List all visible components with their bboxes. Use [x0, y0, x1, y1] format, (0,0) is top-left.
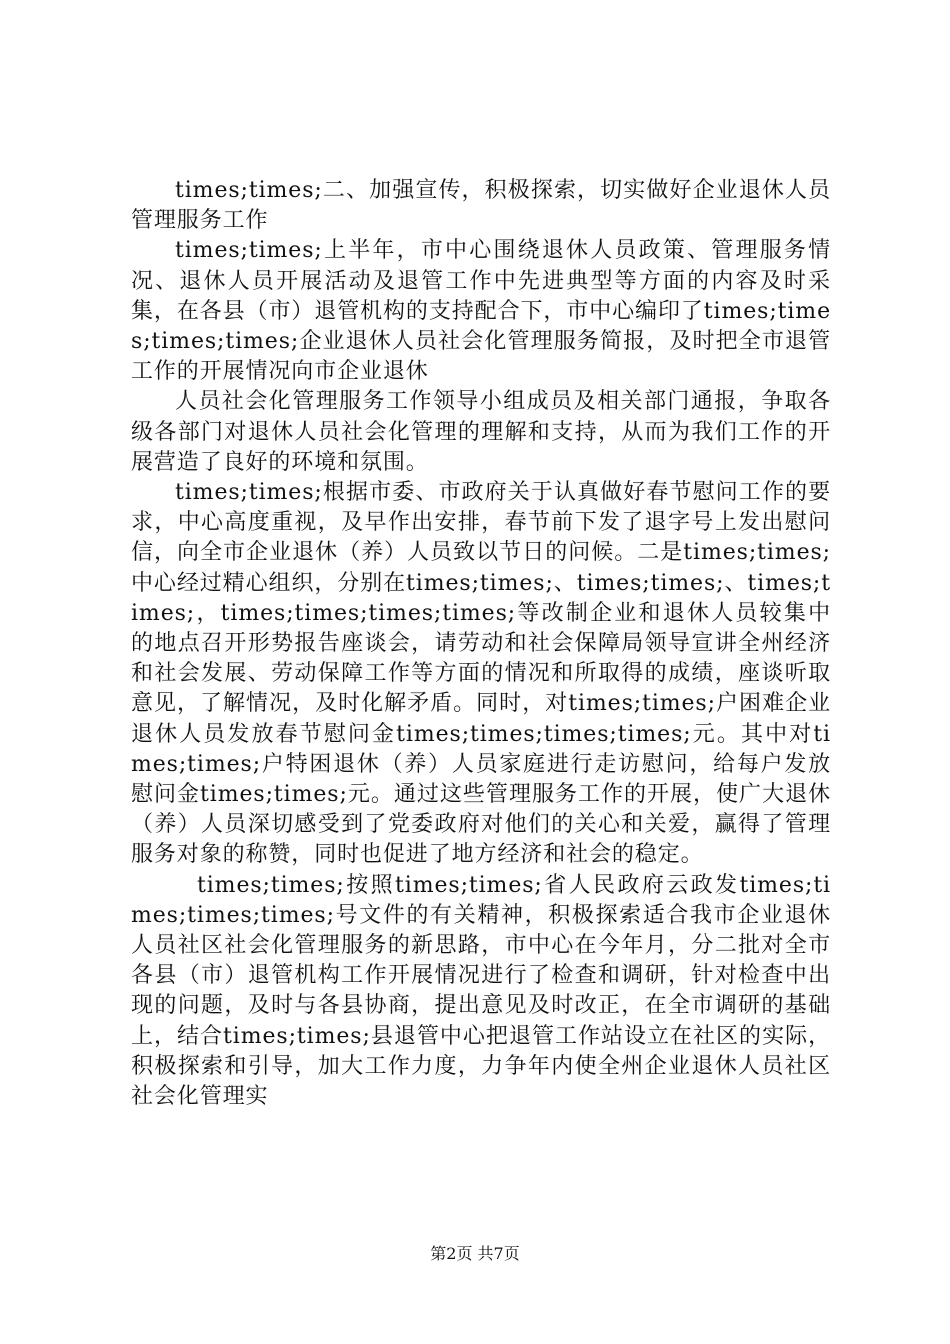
paragraph-briefing: times;times;上半年，市中心围绕退休人员政策、管理服务情况、退休人员开展活动及退管工作中先进典型等方面的内容及时采集，在各县（市）退管机构的支持配合下，市中心编印了times;times;times;times;企业退休人员社会化管理服务简报，及时把全市退管工作的开展情况向市企业退休 [131, 238, 831, 385]
paragraph-community-management: times;times;按照times;times;省人民政府云政发times;times;times;times;号文件的有关精神，积极探索适合我市企业退休人员社区社会化管理服务的新思路，市中心在今年月，分二批对全市各县（市）退管机构工作开展情况进行了检查和调研，针对检查中出现的问题，及时与各县协商，提出意见及时改正，在全市调研的基础上，结合times;times;县退管中心把退管工作站设立在社区的实际，积极探索和引导，加大工作力度，力争年内使全州企业退休人员社区社会化管理实 [131, 872, 831, 1110]
paragraph-briefing-continued: 人员社会化管理服务工作领导小组成员及相关部门通报，争取各级各部门对退休人员社会化管理的理解和支持，从而为我们工作的开展营造了良好的环境和氛围。 [131, 389, 831, 475]
paragraph-spring-festival: times;times;根据市委、市政府关于认真做好春节慰问工作的要求，中心高度重视，及早作出安排，春节前下发了退字号上发出慰问信，向全市企业退休（养）人员致以节日的问候。二是times;times;中心经过精心组织，分别在times;times;、times;times;、times;times;，times;times;times;times;等改制企业和退休人员较集中的地点召开形势报告座谈会，请劳动和社会保障局领导宣讲全州经济和社会发展、劳动保障工作等方面的情况和所取得的成绩，座谈听取意见，了解情况，及时化解矛盾。同时，对times;times;户困难企业退休人员发放春节慰问金times;times;times;times;元。其中对times;times;户特困退休（养）人员家庭进行走访慰问，给每户发放慰问金times;times;元。通过这些管理服务工作的开展，使广大退休（养）人员深切感受到了党委政府对他们的关心和关爱，赢得了管理服务对象的称赞，同时也促进了地方经济和社会的稳定。 [131, 480, 831, 868]
paragraph-heading-publicity: times;times;二、加强宣传，积极探索，切实做好企业退休人员管理服务工作 [131, 178, 831, 234]
document-body [131, 176, 831, 1112]
page-number-footer: 第2页 共7页 [430, 1244, 520, 1263]
